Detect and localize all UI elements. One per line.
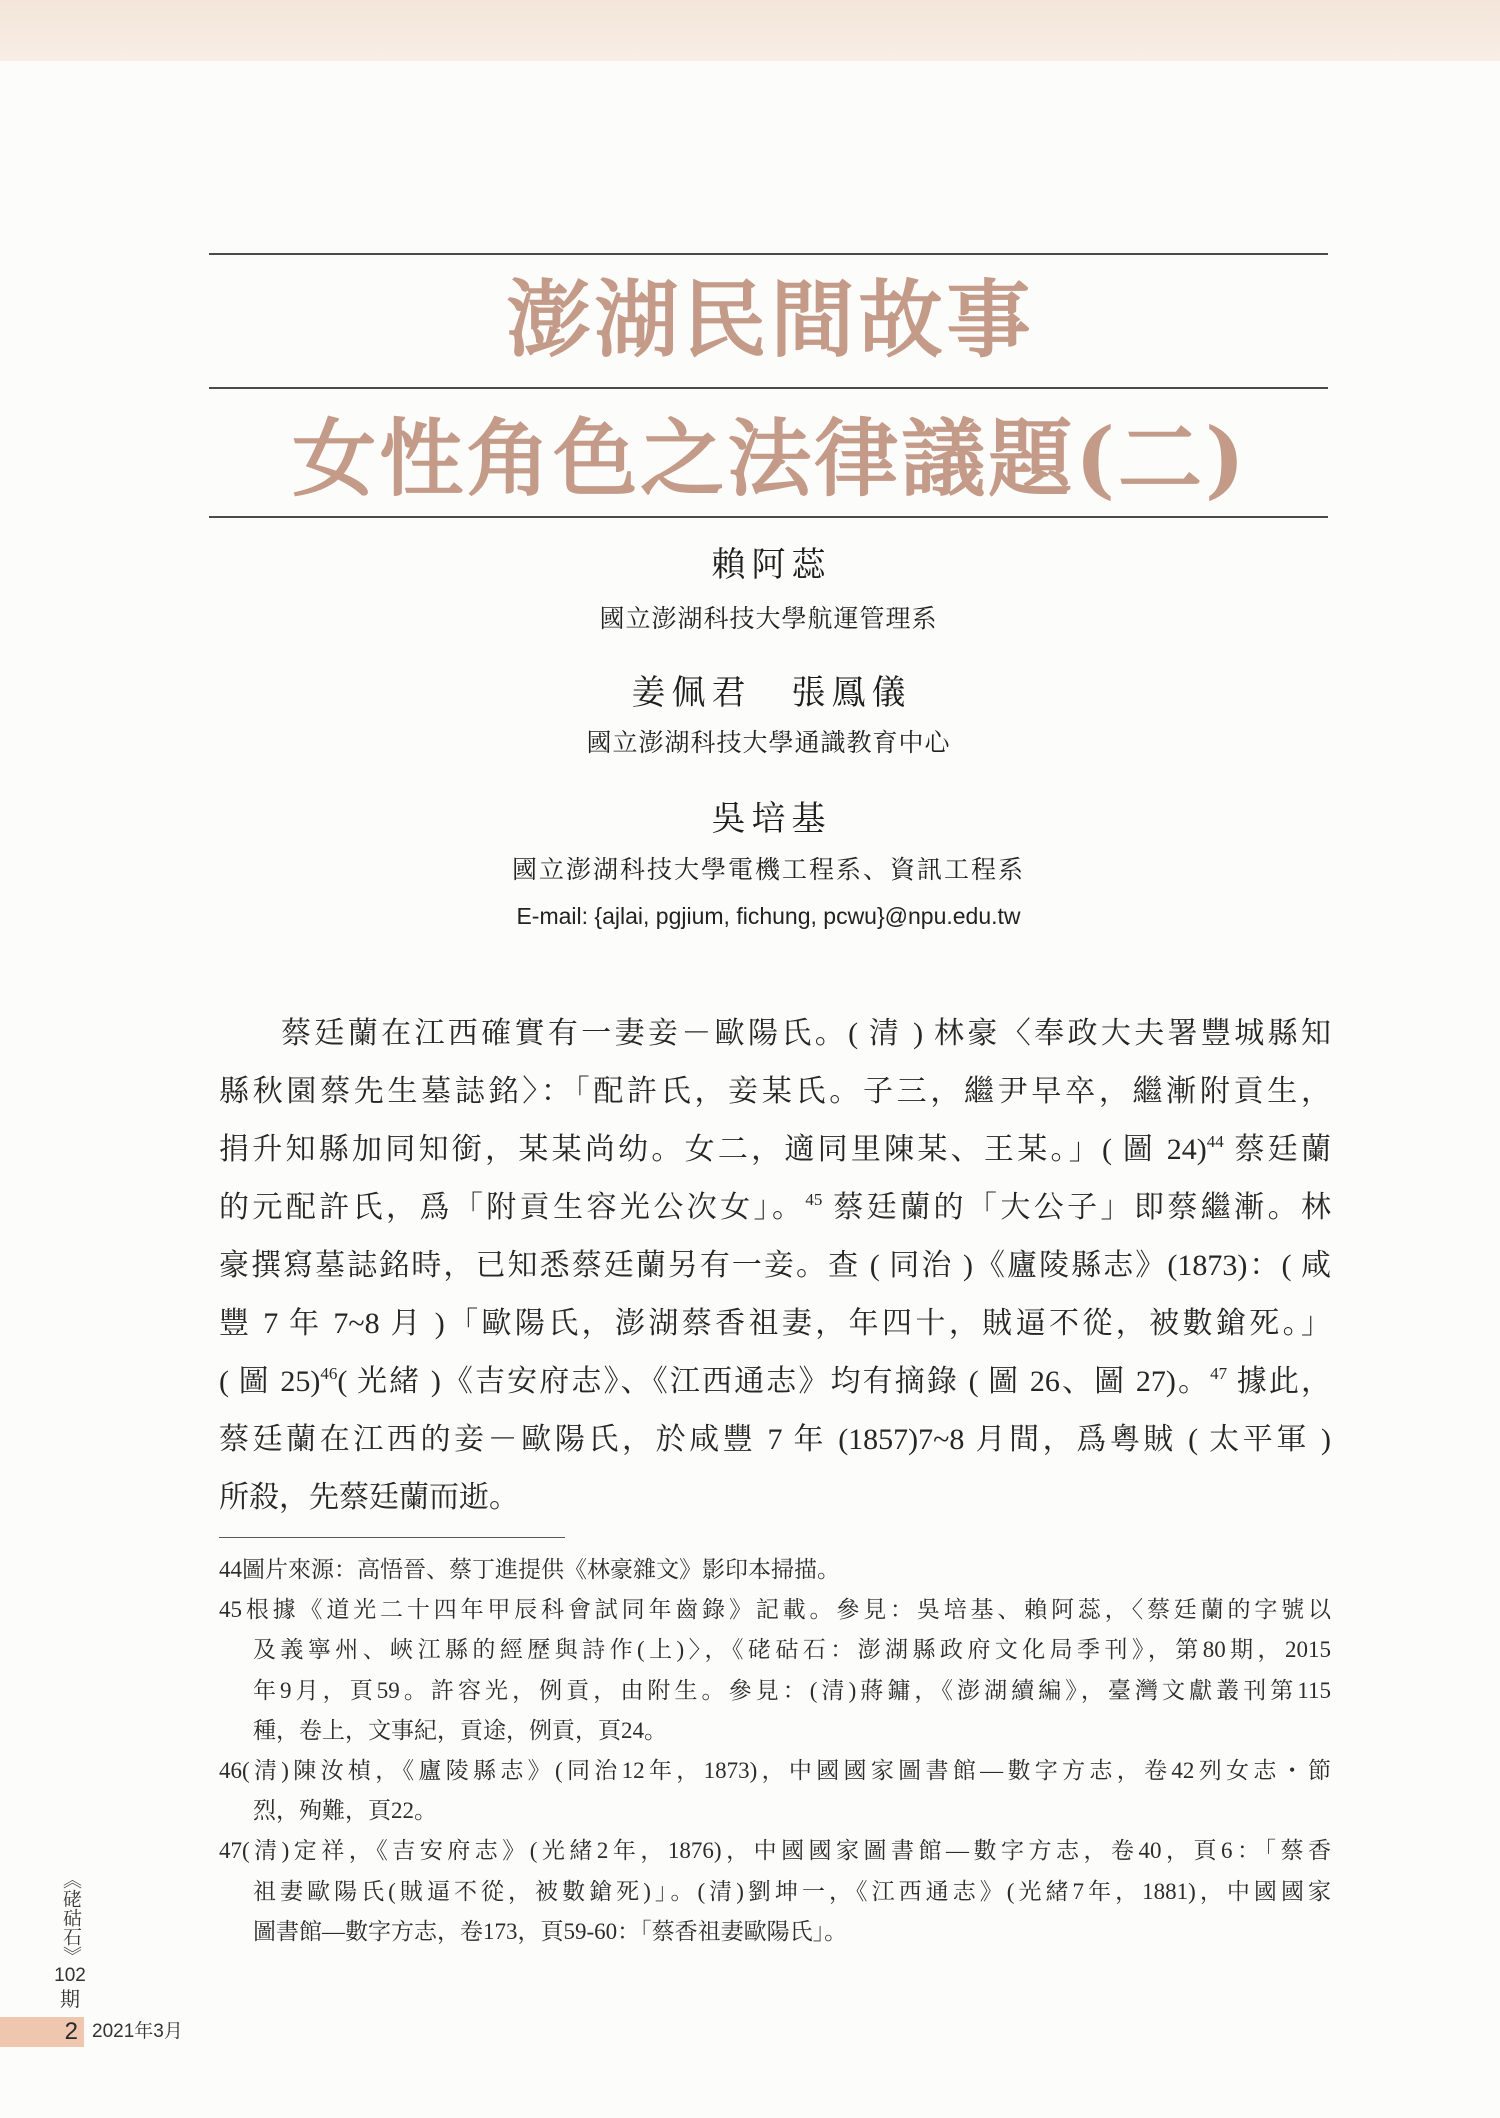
footnote-44 [219,1550,1331,1590]
body-text-segment: 豐 7 年 7~8 月 )「歐陽氏，澎湖蔡香祖妻，年四十，賊逼不從，被數鎗死。」 [219,1307,1331,1340]
body-line [219,1063,1331,1121]
footnote-text: 圖片來源：高悟晉、蔡丁進提供《林豪雜文》影印本掃描。 [242,1557,840,1582]
body-line [219,1237,1331,1295]
body-line [219,1295,1331,1353]
footnote-number: 47 [219,1838,242,1864]
body-text-segment: 所殺，先蔡廷蘭而逝。 [219,1481,519,1514]
author-name-1: 賴阿蕊 [711,545,832,585]
body-line [219,1353,1331,1411]
title-rule-middle [209,387,1328,389]
author-affiliation-3: 國立澎湖科技大學電機工程系、資訊工程系 [511,856,1025,884]
body-line [219,1121,1331,1179]
body-line [219,1411,1331,1469]
body-line [219,1469,1331,1527]
footnote-45-continuation: 種，卷上，文事紀，貢途，例貢，頁24。 [253,1717,667,1743]
body-line [219,1179,1331,1237]
footnote-text: (清)陳汝楨，《廬陵縣志》(同治12年，1873)，中國國家圖書館—數字方志，卷42列女志・節 [242,1757,1331,1783]
footnote-47 [219,1831,1331,1871]
author-name-2: 姜佩君 張鳳儀 [631,673,912,713]
article-title-line2: 女性角色之法律議題(二) [292,409,1248,508]
footnote-45 [219,1590,1331,1630]
footnote-separator [219,1537,565,1538]
journal-name-vertical: 《硓𥑮石》 [60,1870,81,1965]
body-text-segment: 的元配許氏，爲「附貢生容光公次女」。 [219,1191,806,1224]
author-affiliation-1: 國立澎湖科技大學航運管理系 [599,605,938,633]
body-line [219,1005,1331,1063]
footnote-47-continuation: 祖妻歐陽氏(賊逼不從，被數鎗死)」。(清)劉坤一，《江西通志》(光緒7年，1881)，中國國家 [253,1878,1331,1904]
page-number: 2 [64,2018,78,2045]
author-name-3: 吳培基 [711,799,832,839]
footnote-47-continuation: 圖書館—數字方志，卷173，頁59-60：「蔡香祖妻歐陽氏」。 [253,1918,848,1944]
page-number-tab [0,2017,84,2047]
author-affiliation-2: 國立澎湖科技大學通識教育中心 [586,729,951,757]
body-text-segment: 縣秋園蔡先生墓誌銘〉：「配許氏，妾某氏。子三，繼尹早卒，繼漸附貢生， [219,1075,1331,1108]
body-text-segment: 蔡廷蘭的「大公子」即蔡繼漸。林 [822,1191,1332,1224]
author-email: E-mail: {ajlai, pgjium, fichung, pcwu}@npu.edu.tw [516,903,1021,929]
body-text-segment: 捐升知縣加同知銜，某某尚幼。女二，適同里陳某、王某。」( 圖 24) [219,1133,1207,1166]
footnote-number: 44 [219,1557,242,1582]
footnote-46-continuation: 烈，殉難，頁22。 [253,1798,437,1824]
body-text-segment: 蔡廷蘭在江西的妾－歐陽氏，於咸豐 7 年 (1857)7~8 月間，爲粵賊 ( 太平軍 ) [219,1423,1331,1456]
body-text-segment: ( 光緒 )《吉安府志》、《江西通志》均有摘錄 ( 圖 26、圖 27)。 [337,1365,1211,1398]
top-color-band [0,0,1500,61]
body-text-segment: 據此， [1227,1365,1331,1398]
footnotes [219,1550,1331,1952]
footnote-ref-46: 46 [320,1364,338,1383]
issue-date: 2021年3月 [92,2021,183,2042]
journal-issue-number: 102 [54,1965,86,1986]
footnote-45-continuation: 及義寧州、峽江縣的經歷與詩作(上)〉，《硓𥑮石：澎湖縣政府文化局季刊》，第80期，2015 [253,1637,1331,1663]
footnote-ref-47: 47 [1210,1364,1228,1383]
journal-issue-unit: 期 [60,1987,80,2011]
footnote-45-continuation: 年9月，頁59。許容光，例貢，由附生。參見：(清)蔣鏞，《澎湖續編》，臺灣文獻叢刊第115 [253,1677,1331,1703]
footnote-text: 根據《道光二十四年甲辰科會試同年齒錄》記載。參見：吳培基、賴阿蕊，〈蔡廷蘭的字號以 [242,1597,1331,1623]
body-text-segment: ( 圖 25) [219,1365,321,1398]
title-rule-bottom [209,516,1328,518]
body-text-segment: 蔡廷蘭在江西確實有一妻妾－歐陽氏。( 清 ) 林豪〈奉政大夫署豐城縣知 [281,1017,1331,1050]
body-text-segment: 蔡廷蘭 [1223,1133,1332,1166]
footnote-number: 45 [219,1597,242,1623]
body-text-segment: 豪撰寫墓誌銘時，已知悉蔡廷蘭另有一妾。查 ( 同治 )《廬陵縣志》(1873)：( 咸 [219,1249,1331,1282]
footnote-number: 46 [219,1757,242,1783]
footnote-ref-45: 45 [805,1190,823,1209]
footnote-ref-44: 44 [1206,1132,1224,1151]
footnote-text: (清)定祥，《吉安府志》(光緒2年，1876)，中國國家圖書館—數字方志，卷40，頁6：「蔡香 [242,1838,1331,1864]
body-paragraph [219,1005,1331,1527]
article-title-line1: 澎湖民間故事 [506,270,1035,369]
footnote-46 [219,1751,1331,1791]
title-rule-top [209,253,1328,255]
